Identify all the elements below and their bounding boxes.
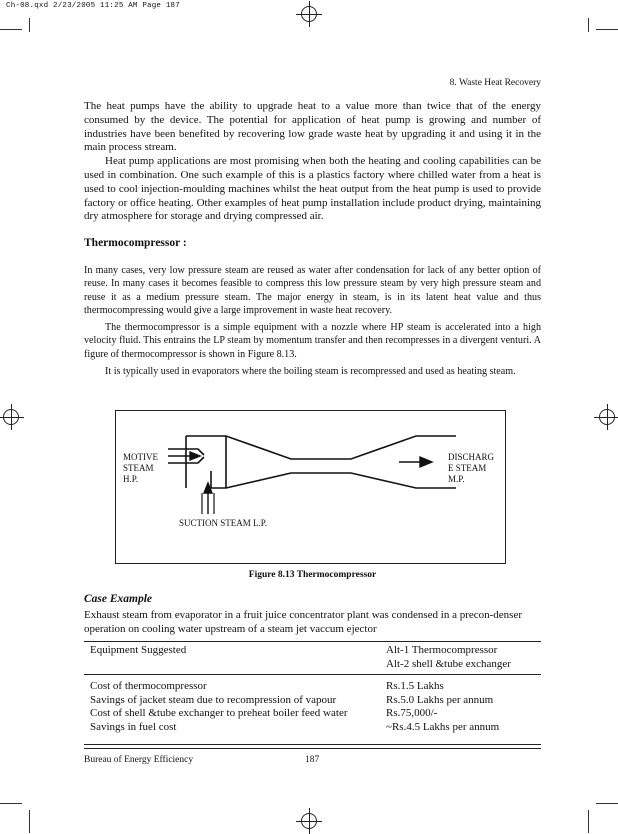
running-head: 8. Waste Heat Recovery <box>449 78 541 88</box>
paragraph: The thermocompressor is a simple equipment with a nozzle where HP steam is accelerated into a high velocity fluid. This entrains the LP steam by momentum transfer and then recompresses in a divergent venturi. A figure of thermocompressor is shown in Figure 8.13. <box>84 322 541 360</box>
motive-label-line: H.P. <box>123 474 139 484</box>
crop-mark <box>588 810 589 833</box>
crop-mark <box>29 18 30 32</box>
figure-caption: Figure 8.13 Thermocompressor <box>248 570 377 580</box>
header-right <box>380 642 541 675</box>
registration-mark-left <box>3 409 19 425</box>
printer-slug: Ch-08.qxd 2/23/2005 11:25 AM Page 187 <box>6 2 180 10</box>
row-value: Rs.1.5 Lakhs <box>386 680 444 693</box>
row-label: Cost of shell &tube exchanger to preheat boiler feed water <box>90 707 348 720</box>
row-value: ~Rs.4.5 Lakhs per annum <box>386 720 500 733</box>
crop-mark <box>596 29 618 30</box>
table-row <box>84 694 541 708</box>
paragraph: Heat pump applications are most promising when both the heating and cooling capabilities can be used in combination. One such example of this is a plastics factory where chilled water from a heat is used to cool injection-moulding machines whilst the heat output from the heat pump is used to provide factory or office heating. Other examples of heat pump installation include product drying, maintaining dry atmosphere for storage and drying compressed air. <box>84 155 541 223</box>
thermo-text <box>84 264 541 378</box>
footer-rule <box>84 748 541 749</box>
case-intro-wrap <box>84 609 541 637</box>
row-label: Savings in fuel cost <box>90 720 177 733</box>
row-label: Savings of jacket steam due to recompression of vapour <box>90 693 337 706</box>
discharge-label-line: DISCHARG <box>448 452 495 462</box>
motive-label-line: MOTIVE <box>123 452 158 462</box>
table-row <box>84 721 541 744</box>
crop-mark <box>29 810 30 833</box>
discharge-label-line: M.P. <box>448 474 465 484</box>
section-heading: Thermocompressor : <box>84 237 187 249</box>
paragraph: It is typically used in evaporators where the boiling steam is recompressed and used as heating steam. <box>105 366 516 378</box>
page-number: 187 <box>305 755 320 765</box>
table-row <box>84 707 541 721</box>
case-table <box>84 641 541 745</box>
suction-label: SUCTION STEAM L.P. <box>179 518 268 528</box>
paragraph: The heat pumps have the ability to upgrade heat to a value more than twice that of the energy consumed by the device. The potential for application of heat pump is growing and number of industries have been benefited by recovering low grade waste heat by upgrading it and using it in the main process stream. <box>84 100 541 154</box>
header-left: Equipment Suggested <box>90 644 187 656</box>
crop-mark <box>0 29 22 30</box>
header-right-line: Alt-1 Thermocompressor <box>386 644 498 656</box>
header-right-line: Alt-2 shell &tube exchanger <box>386 657 511 670</box>
discharge-arrow-head <box>420 457 432 467</box>
case-intro: Exhaust steam from evaporator in a fruit juice concentrator plant was condensed in a precon-denser operation on cooling water upstream of a steam jet vaccum ejector <box>84 609 522 635</box>
table-header-row <box>84 642 541 675</box>
case-title: Case Example <box>84 593 153 605</box>
motive-label-line: STEAM <box>123 463 154 473</box>
registration-mark-bottom <box>301 813 317 829</box>
crop-mark <box>588 18 589 32</box>
table-row <box>84 675 541 694</box>
casing-bottom <box>211 473 456 488</box>
motive-arrow-head <box>190 452 200 460</box>
row-label: Cost of thermocompressor <box>90 680 207 693</box>
crop-mark <box>0 803 22 804</box>
heat-pump-text <box>84 100 541 224</box>
registration-mark-top <box>301 6 317 22</box>
paragraph: In many cases, very low pressure steam are reused as water after condensation for lack of any better option of reuse. In many cases it becomes feasible to compress this low pressure steam by very high pressure steam and reuse it as a medium pressure steam. The major energy in steam, is in its latent heat value and thus thermocompressing would give a large improvement in waste heat recovery. <box>84 265 541 316</box>
footer-publisher: Bureau of Energy Efficiency <box>84 755 194 765</box>
thermocompressor-diagram <box>116 411 505 563</box>
crop-mark <box>596 803 618 804</box>
row-value: Rs.5.0 Lakhs per annum <box>386 693 494 706</box>
thermocompressor-figure <box>115 410 506 564</box>
discharge-label-line: E STEAM <box>448 463 487 473</box>
row-value: Rs.75,000/- <box>386 707 438 720</box>
registration-mark-right <box>599 409 615 425</box>
